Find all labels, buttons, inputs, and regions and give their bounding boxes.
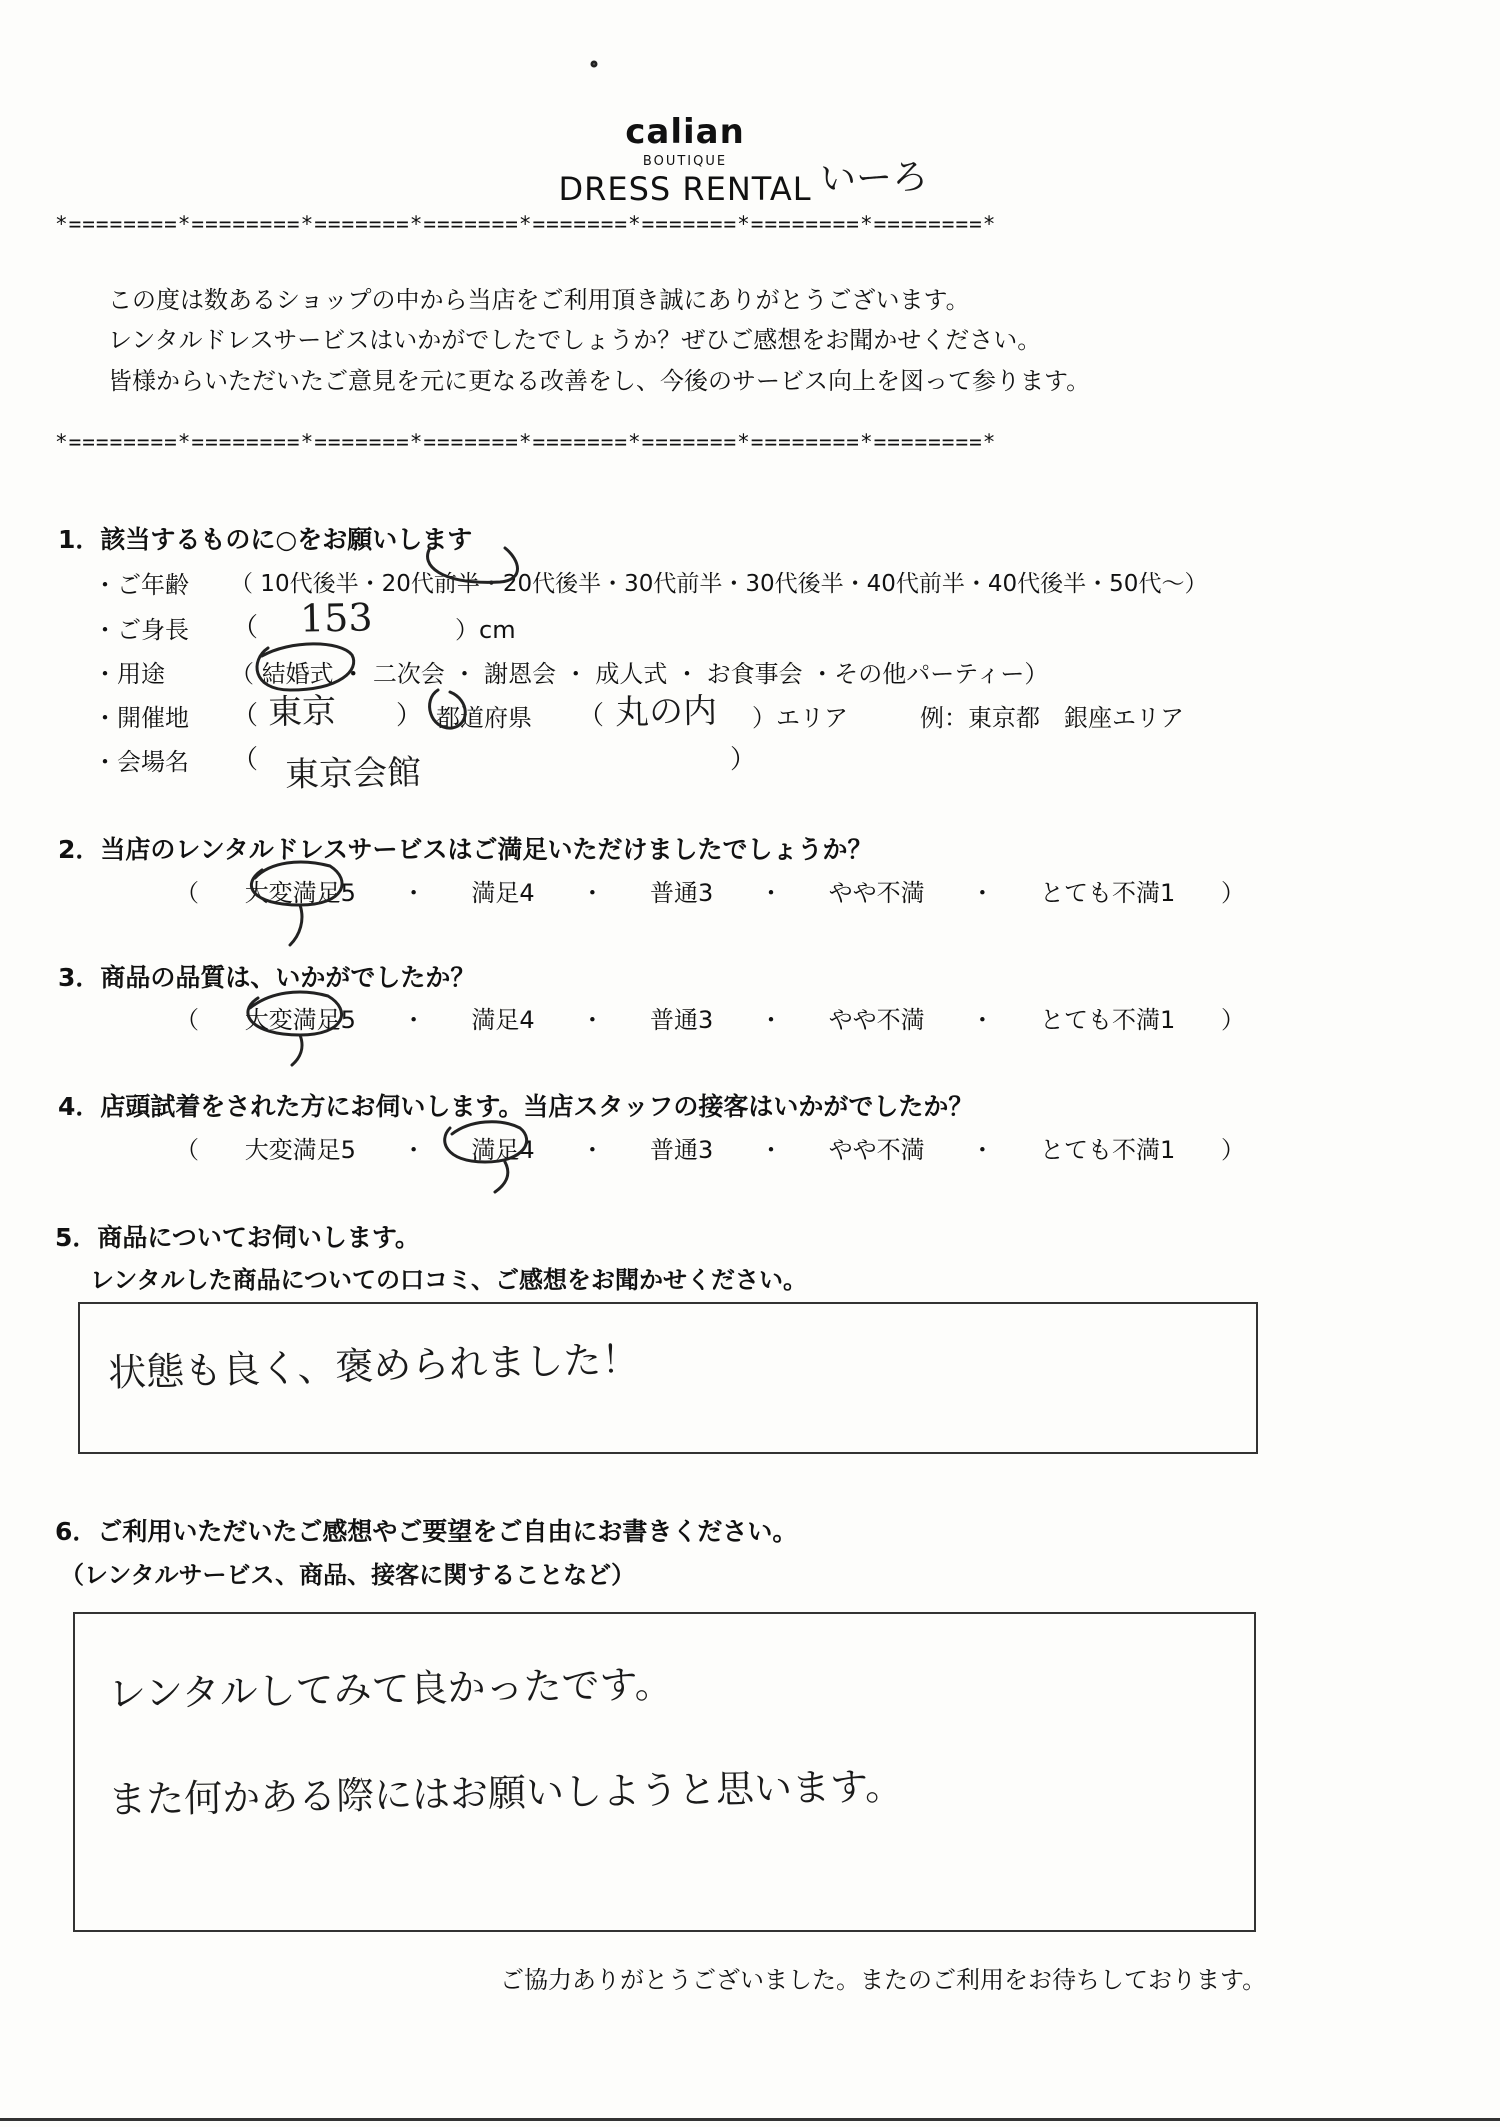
q3-options — [175, 1000, 1245, 1035]
rating-dot: ・ — [401, 1136, 426, 1164]
hall-open-paren: （ — [232, 745, 259, 775]
rating-dot: ・ — [580, 1006, 605, 1034]
rating-satisfied: 満足4 — [471, 1136, 535, 1164]
hall-value: 東京会館 — [284, 752, 422, 796]
hall-label: ・会場名 — [93, 748, 189, 776]
q5-answer: 状態も良く、褒められました！ — [107, 1337, 640, 1395]
rating-very-satisfied: 大変満足5 — [244, 1006, 356, 1034]
page-bottom-line — [0, 2118, 1500, 2121]
venue-area-open-paren: （ — [578, 701, 605, 731]
q6-answer-line-1: レンタルしてみて良かったです。 — [107, 1662, 673, 1716]
q6-title: 6．ご利用いただいたご感想やご要望をご自由にお書きください。 — [55, 1517, 798, 1546]
paren-open: （ — [175, 1136, 199, 1164]
q2-options — [175, 873, 1245, 908]
paren-open: （ — [175, 1006, 199, 1034]
q1-title: 1．該当するものに○をお願いします — [58, 525, 473, 554]
rating-normal: 普通3 — [650, 1136, 714, 1164]
rating-dot: ・ — [970, 879, 995, 907]
brand-logo: calian — [625, 112, 745, 152]
venue-close-paren: ） — [396, 701, 423, 731]
rating-dot: ・ — [401, 1006, 426, 1034]
rating-dot: ・ — [758, 879, 783, 907]
venue-area-value: 丸の内 — [614, 691, 718, 733]
q6-subtitle: （レンタルサービス、商品、接客に関することなど） — [60, 1561, 636, 1589]
q6-answer-line-2: また何かある際にはお願いしようと思います。 — [107, 1764, 904, 1822]
rating-very-satisfied: 大変満足5 — [244, 1136, 356, 1164]
rating-slightly-unsatisfied: やや不満 — [828, 1136, 925, 1164]
q4-options — [175, 1130, 1245, 1165]
rating-dot: ・ — [970, 1006, 995, 1034]
separator-bottom: *========*========*=======*=======*=======*=======*========*========* — [55, 430, 997, 454]
rating-very-unsatisfied: とても不満1 — [1040, 879, 1176, 907]
q4-title: 4．店頭試着をされた方にお伺いします。当店スタッフの接客はいかがでしたか？ — [58, 1092, 974, 1121]
rating-very-unsatisfied: とても不満1 — [1040, 1006, 1176, 1034]
paren-close: ） — [1221, 1006, 1245, 1034]
paren-close: ） — [1221, 879, 1245, 907]
intro-line-2: レンタルドレスサービスはいかがでしたでしょうか？ぜひご感想をお聞かせください。 — [108, 326, 1042, 354]
rating-very-unsatisfied: とても不満1 — [1040, 1136, 1176, 1164]
stray-dot — [592, 62, 596, 66]
venue-pref-text: 都道府県 — [436, 704, 532, 732]
height-open-paren: （ — [232, 613, 259, 643]
rating-dot: ・ — [580, 879, 605, 907]
q3-title: 3．商品の品質は、いかがでしたか？ — [58, 963, 476, 992]
paren-open: （ — [175, 879, 199, 907]
rating-slightly-unsatisfied: やや不満 — [828, 1006, 925, 1034]
height-unit: ）cm — [455, 616, 516, 644]
rating-dot: ・ — [758, 1006, 783, 1034]
rating-dot: ・ — [970, 1136, 995, 1164]
brand-sub: BOUTIQUE — [642, 154, 728, 169]
venue-pref-value: 東京 — [267, 691, 337, 733]
rating-very-satisfied: 大変満足5 — [244, 879, 356, 907]
intro-line-3: 皆様からいただいたご意見を元に更なる改善をし、今後のサービス向上を図って参ります。 — [108, 367, 1091, 395]
hall-close-paren: ） — [730, 745, 757, 775]
brand-title: DRESS RENTAL — [558, 170, 812, 208]
rating-satisfied: 満足4 — [471, 1006, 535, 1034]
rating-normal: 普通3 — [650, 879, 714, 907]
paren-close: ） — [1221, 1136, 1245, 1164]
purpose-options: （ 結婚式 ・ 二次会 ・ 謝恩会 ・ 成人式 ・ お食事会 ・その他パーティー） — [230, 660, 1049, 688]
q2-title: 2．当店のレンタルドレスサービスはご満足いただけましたでしょうか？ — [58, 835, 873, 864]
q5-subtitle: レンタルした商品についての口コミ、ご感想をお聞かせください。 — [90, 1266, 807, 1294]
separator-top: *========*========*=======*=======*=======*=======*========*========* — [55, 212, 997, 236]
purpose-label: ・用途 — [93, 660, 165, 688]
venue-label: ・開催地 — [93, 704, 189, 732]
venue-example: 例：東京都 銀座エリア — [920, 704, 1184, 732]
q5-title: 5．商品についてお伺いします。 — [55, 1223, 420, 1252]
height-label: ・ご身長 — [93, 616, 189, 644]
intro-line-1: この度は数あるショップの中から当店をご利用頂き誠にありがとうございます。 — [108, 286, 970, 314]
footer-thanks: ご協力ありがとうございました。またのご利用をお待ちしております。 — [500, 1966, 1267, 1994]
rating-satisfied: 満足4 — [471, 879, 535, 907]
rating-slightly-unsatisfied: やや不満 — [828, 879, 925, 907]
age-options: （ 10代後半・20代前半・20代後半・30代前半・30代後半・40代前半・40代後半・50代〜） — [230, 571, 1208, 597]
age-label: ・ご年齢 — [93, 571, 189, 599]
venue-area-text: ）エリア — [752, 704, 848, 732]
rating-dot: ・ — [758, 1136, 783, 1164]
height-value: 153 — [299, 595, 373, 641]
rating-normal: 普通3 — [650, 1006, 714, 1034]
venue-open-paren: （ — [232, 701, 259, 731]
rating-dot: ・ — [401, 879, 426, 907]
handwritten-note-top: いーろ — [819, 157, 929, 200]
rating-dot: ・ — [580, 1136, 605, 1164]
